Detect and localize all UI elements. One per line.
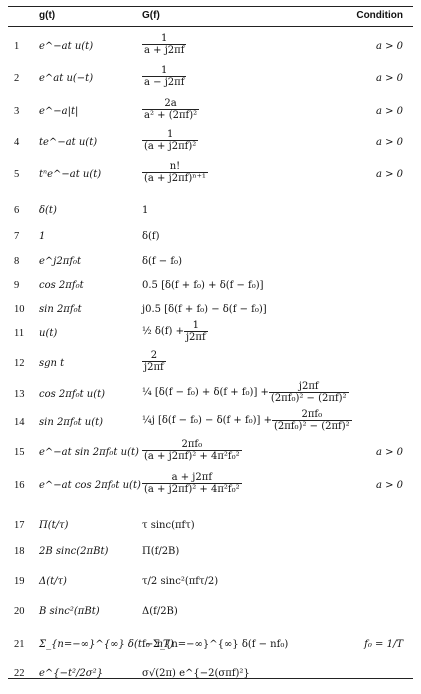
transform: σ√(2π) e^{−2(σπf)²}: [142, 668, 250, 679]
numerator: 2πf₀: [142, 439, 242, 451]
transform-fraction: [142, 65, 186, 88]
time-function: u(t): [39, 328, 58, 339]
transform-fraction: [142, 161, 208, 184]
transform: f₀ Σ_{n=−∞}^{∞} δ(f − nf₀): [142, 639, 289, 650]
transform: [142, 161, 392, 184]
transform-fraction: [269, 381, 349, 404]
time-function: 2B sinc(2πBt): [39, 546, 109, 557]
denominator: a² + (2πf)²: [144, 110, 198, 121]
row-number: 14: [14, 417, 25, 428]
numerator: 2: [142, 350, 166, 362]
condition: f₀ = 1/T: [364, 639, 403, 650]
transform: [142, 439, 392, 462]
row-number: 12: [14, 358, 25, 369]
transform: Δ(f/2B): [142, 606, 178, 617]
time-function: Δ(t/τ): [39, 576, 67, 587]
condition: a > 0: [375, 106, 403, 117]
time-function: e^−at u(t): [39, 41, 94, 52]
table-row: [8, 98, 413, 130]
time-function: B sinc²(πBt): [39, 606, 100, 617]
row-number: 3: [14, 106, 20, 117]
numerator: 1: [142, 129, 198, 141]
table-row: [8, 660, 413, 692]
condition: a > 0: [375, 137, 403, 148]
time-function: e^−a|t|: [39, 106, 79, 117]
condition: a > 0: [375, 41, 403, 52]
header-g: g(t): [39, 10, 56, 21]
denominator: (a + j2πf)²: [144, 141, 197, 152]
transform-fraction: [272, 409, 352, 432]
time-function: Σ_{n=−∞}^{∞} δ(t − nT): [39, 639, 174, 650]
row-number: 10: [14, 304, 25, 315]
transform-prefix: ¼ [δ(f − f₀) + δ(f + f₀)] +: [142, 387, 269, 398]
table-row: [8, 33, 413, 65]
condition: a > 0: [375, 480, 403, 491]
row-number: 15: [14, 447, 25, 458]
transform: [142, 350, 392, 373]
transform-fraction: [142, 439, 242, 462]
transform-fraction: [184, 320, 208, 343]
transform: [142, 409, 392, 432]
numerator: 2a: [142, 98, 199, 110]
transform-fraction: [142, 129, 198, 152]
time-function: te^−at u(t): [39, 137, 98, 148]
transform-fraction: [142, 98, 199, 121]
time-function: sin 2πf₀t u(t): [39, 417, 104, 428]
table-row: [8, 320, 413, 352]
denominator: (2πf₀)² − (2πf)²: [270, 393, 347, 404]
row-number: 7: [14, 231, 20, 242]
row-number: 13: [14, 389, 25, 400]
numerator: j2πf: [269, 381, 349, 393]
numerator: 2πf₀: [272, 409, 352, 421]
transform: 0.5 [δ(f + f₀) + δ(f − f₀)]: [142, 280, 264, 291]
transform-prefix: ½ δ(f) +: [142, 326, 184, 337]
time-function: tⁿe^−at u(t): [39, 169, 102, 180]
transform: τ sinc(πfτ): [142, 520, 195, 531]
top-rule: [8, 6, 413, 7]
time-function: cos 2πf₀t: [39, 280, 84, 291]
table-row: [8, 568, 413, 600]
transform: 1: [142, 205, 149, 216]
transform: τ/2 sinc²(πfτ/2): [142, 576, 219, 587]
table-row: [8, 538, 413, 570]
table-row: [8, 350, 413, 382]
transform: [142, 320, 392, 343]
denominator: (a + j2πf)² + 4π²f₀²: [144, 484, 240, 495]
row-number: 18: [14, 546, 25, 557]
transform: [142, 33, 392, 56]
denominator: (a + j2πf)ⁿ⁺¹: [144, 173, 206, 184]
denominator: j2πf: [144, 362, 164, 373]
numerator: 1: [142, 33, 186, 45]
transform-prefix: ¼j [δ(f − f₀) − δ(f + f₀)] +: [142, 415, 273, 426]
time-function: e^{−t²/2σ²}: [39, 668, 103, 679]
table-row: [8, 409, 413, 441]
transform: [142, 472, 392, 495]
time-function: Π(t/τ): [39, 520, 69, 531]
row-number: 1: [14, 41, 20, 52]
transform: [142, 98, 392, 121]
row-number: 20: [14, 606, 25, 617]
table-row: [8, 631, 413, 663]
fourier-transform-table: [8, 0, 413, 694]
condition: a > 0: [375, 447, 403, 458]
transform: δ(f − f₀): [142, 256, 182, 267]
time-function: 1: [39, 231, 46, 242]
denominator: j2πf: [185, 332, 206, 343]
table-row: [8, 161, 413, 193]
transform: [142, 381, 392, 404]
row-number: 6: [14, 205, 20, 216]
table-row: [8, 439, 413, 471]
header-condition: Condition: [356, 10, 403, 21]
transform: j0.5 [δ(f + f₀) − δ(f − f₀)]: [142, 304, 267, 315]
row-number: 4: [14, 137, 20, 148]
row-number: 19: [14, 576, 25, 587]
table-row: [8, 65, 413, 97]
time-function: e^j2πf₀t: [39, 256, 82, 267]
denominator: (2πf₀)² − (2πf)²: [274, 421, 350, 432]
time-function: e^at u(−t): [39, 73, 94, 84]
row-number: 16: [14, 480, 25, 491]
numerator: 1: [184, 320, 208, 332]
transform-fraction: [142, 350, 166, 373]
time-function: sin 2πf₀t: [39, 304, 82, 315]
row-number: 2: [14, 73, 20, 84]
transform-fraction: [142, 472, 242, 495]
condition: a > 0: [375, 169, 403, 180]
row-number: 22: [14, 668, 25, 679]
denominator: a + j2πf: [144, 45, 185, 56]
row-number: 21: [14, 639, 25, 650]
numerator: n!: [142, 161, 208, 173]
transform-fraction: [142, 33, 186, 56]
row-number: 17: [14, 520, 25, 531]
table-row: [8, 598, 413, 630]
row-number: 8: [14, 256, 20, 267]
transform: [142, 65, 392, 88]
row-number: 5: [14, 169, 20, 180]
denominator: a − j2πf: [144, 77, 185, 88]
numerator: a + j2πf: [142, 472, 242, 484]
time-function: δ(t): [39, 205, 57, 216]
row-number: 11: [14, 328, 25, 339]
condition: a > 0: [375, 73, 403, 84]
header-G: G(f): [142, 10, 160, 21]
time-function: e^−at sin 2πf₀t u(t): [39, 447, 139, 458]
time-function: e^−at cos 2πf₀t u(t): [39, 480, 141, 491]
transform: [142, 129, 392, 152]
denominator: (a + j2πf)² + 4π²f₀²: [144, 451, 240, 462]
time-function: cos 2πf₀t u(t): [39, 389, 106, 400]
transform: δ(f): [142, 231, 160, 242]
numerator: 1: [142, 65, 186, 77]
time-function: sgn t: [39, 358, 65, 369]
header-rule: [8, 26, 413, 27]
table-row: [8, 472, 413, 504]
table-row: [8, 129, 413, 161]
transform: Π(f/2B): [142, 546, 180, 557]
row-number: 9: [14, 280, 20, 291]
